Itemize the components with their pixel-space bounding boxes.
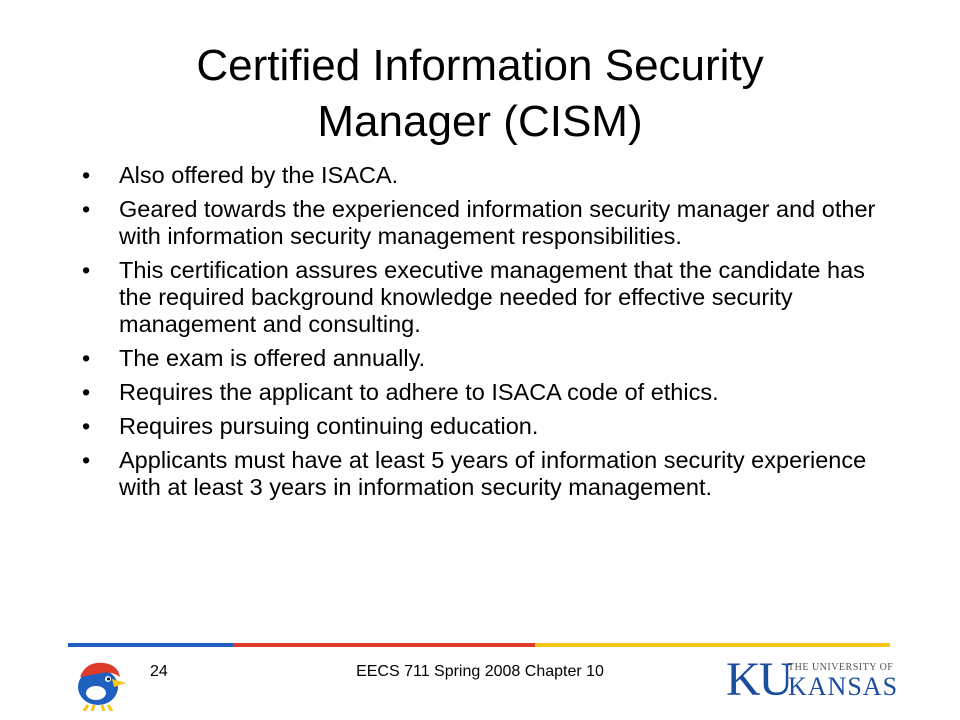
footer-divider-red — [233, 643, 535, 647]
bullet-item — [82, 447, 882, 501]
bullet-item — [82, 413, 882, 440]
bullet-item — [82, 162, 882, 189]
bullet-marker: • — [82, 257, 91, 283]
university-of-kansas-logo — [726, 653, 899, 706]
slide-title-line-1: Certified Information Security — [196, 41, 764, 90]
slide-title — [80, 38, 880, 150]
footer-divider-yellow — [535, 643, 890, 647]
footer-divider — [68, 643, 890, 647]
bullet-text: Requires the applicant to adhere to ISACA code of ethics. — [119, 379, 719, 405]
bullet-marker: • — [82, 413, 91, 439]
bullet-marker: • — [82, 379, 91, 405]
footer-divider-blue — [68, 643, 233, 647]
bullet-text: Applicants must have at least 5 years of information security experience with at least 3 years in information security management. — [119, 447, 867, 500]
bullet-item — [82, 379, 882, 406]
bullet-text: This certification assures executive management that the candidate has the required background knowledge needed for effective security management and consulting. — [119, 257, 865, 337]
bullet-marker: • — [82, 345, 91, 371]
bullet-item — [82, 345, 882, 372]
bullet-marker: • — [82, 162, 91, 188]
ku-letters: KU — [726, 653, 792, 706]
bullet-item — [82, 257, 882, 338]
bullet-text: Geared towards the experienced information security manager and other with information security management responsibilities. — [119, 196, 876, 249]
bullet-text: Requires pursuing continuing education. — [119, 413, 539, 439]
page-number: 24 — [150, 663, 168, 680]
ku-kansas: KANSAS — [788, 672, 899, 701]
bullet-marker: • — [82, 447, 91, 473]
bullet-list — [82, 162, 882, 508]
bullet-text: Also offered by the ISACA. — [119, 162, 399, 188]
bullet-item — [82, 196, 882, 250]
ku-the-university-of: THE UNIVERSITY OF — [788, 662, 894, 673]
slide-title-line-2: Manager (CISM) — [317, 97, 643, 146]
footer-text: EECS 711 Spring 2008 Chapter 10 — [356, 663, 604, 680]
bullet-marker: • — [82, 196, 91, 222]
bullet-text: The exam is offered annually. — [119, 345, 426, 371]
